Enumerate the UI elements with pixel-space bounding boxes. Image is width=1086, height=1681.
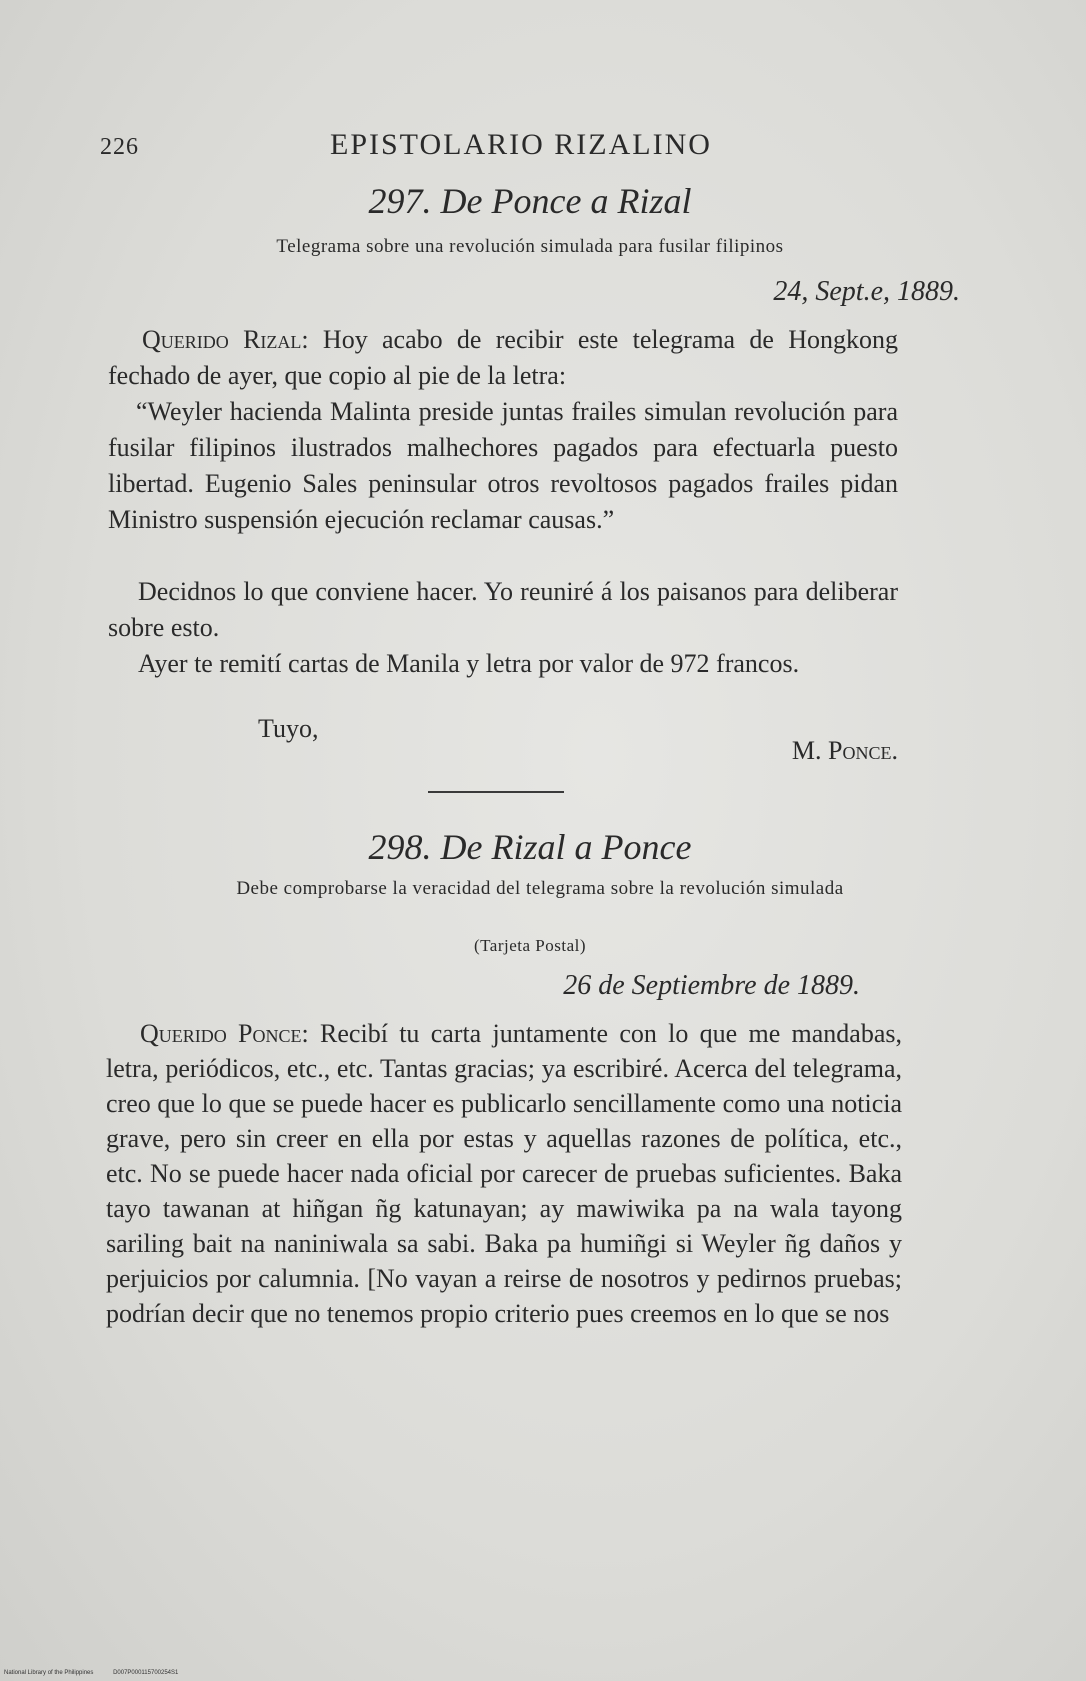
letter-298-date: 26 de Septiembre de 1889. [563,970,860,1001]
letter-298-body [106,1016,902,1331]
letter-297-paragraph-2: “Weyler hacienda Malinta preside juntas frailes simulan revolución para fusilar filipinos ilustrados malhechores pagados para efectuarla puesto libertad. Eugenio Sales peninsular otros revoltosos pagados frailes pidan Ministro suspensión ejecución reclamar causas.” [108,397,898,534]
letter-297-signature: M. Ponce. [791,736,898,765]
letter-298-body-text: Recibí tu carta juntamente con lo que me mandabas, letra, periódicos, etc., etc. Tantas gracias; ya escribiré. Acerca del telegrama, creo que lo que se puede hacer es publicarlo sencillamente como una noticia grave, pero sin creer en ella por estas y aquellas razones de política, etc., etc. No se puede hacer nada oficial por carecer de pruebas suficientes. Baka tayo tawanan at hiñgan ñg katunayan; ay mawiwika pa na wala tayong sariling bait na naniniwala sa sabi. Baka pa humiñgi si Weyler ñg daños y perjuicios por calumnia. [No vayan a reirse de nosotros y pedirnos pruebas; podrían decir que no tenemos propio criterio pues creemos en lo que se nos [106,1019,903,1328]
scan-code: D007P000115700254S1 [113,1670,179,1676]
running-title: EPISTOLARIO RIZALINO [330,128,712,161]
letter-298-note: (Tarjeta Postal) [473,936,587,955]
letter-298-subtitle: Debe comprobarse la veracidad del telegrama sobre la revolución simulada [236,878,844,899]
letter-298-salutation: Querido Ponce: [140,1019,309,1048]
page-number: 226 [100,134,139,160]
scan-footer [4,1670,196,1676]
letter-297-subtitle: Telegrama sobre una revolución simulada para fusilar filipinos [276,236,784,257]
letter-297-paragraph-3: Decidnos lo que conviene hacer. Yo reuniré á los paisanos para deliberar sobre esto. [108,577,898,642]
letter-297-paragraph-1 [108,322,898,394]
letter-297-paragraph-4: Ayer te remití cartas de Manila y letra por valor de 972 francos. [138,649,800,678]
section-divider [428,791,564,793]
letter-297-date: 24, Sept.e, 1889. [773,276,960,307]
letter-297-closing: Tuyo, [258,714,319,743]
library-credit: National Library of the Philippines [4,1670,94,1676]
letter-297-para1-text: Hoy acabo de recibir este telegrama de Hongkong fechado de ayer, que copio al pie de la letra: [108,325,898,390]
letter-297-title: 297. De Ponce a Rizal [368,181,692,221]
letter-298-title: 298. De Rizal a Ponce [368,827,692,867]
letter-297-salutation: Querido Rizal: [142,325,309,354]
page-header [100,128,960,168]
